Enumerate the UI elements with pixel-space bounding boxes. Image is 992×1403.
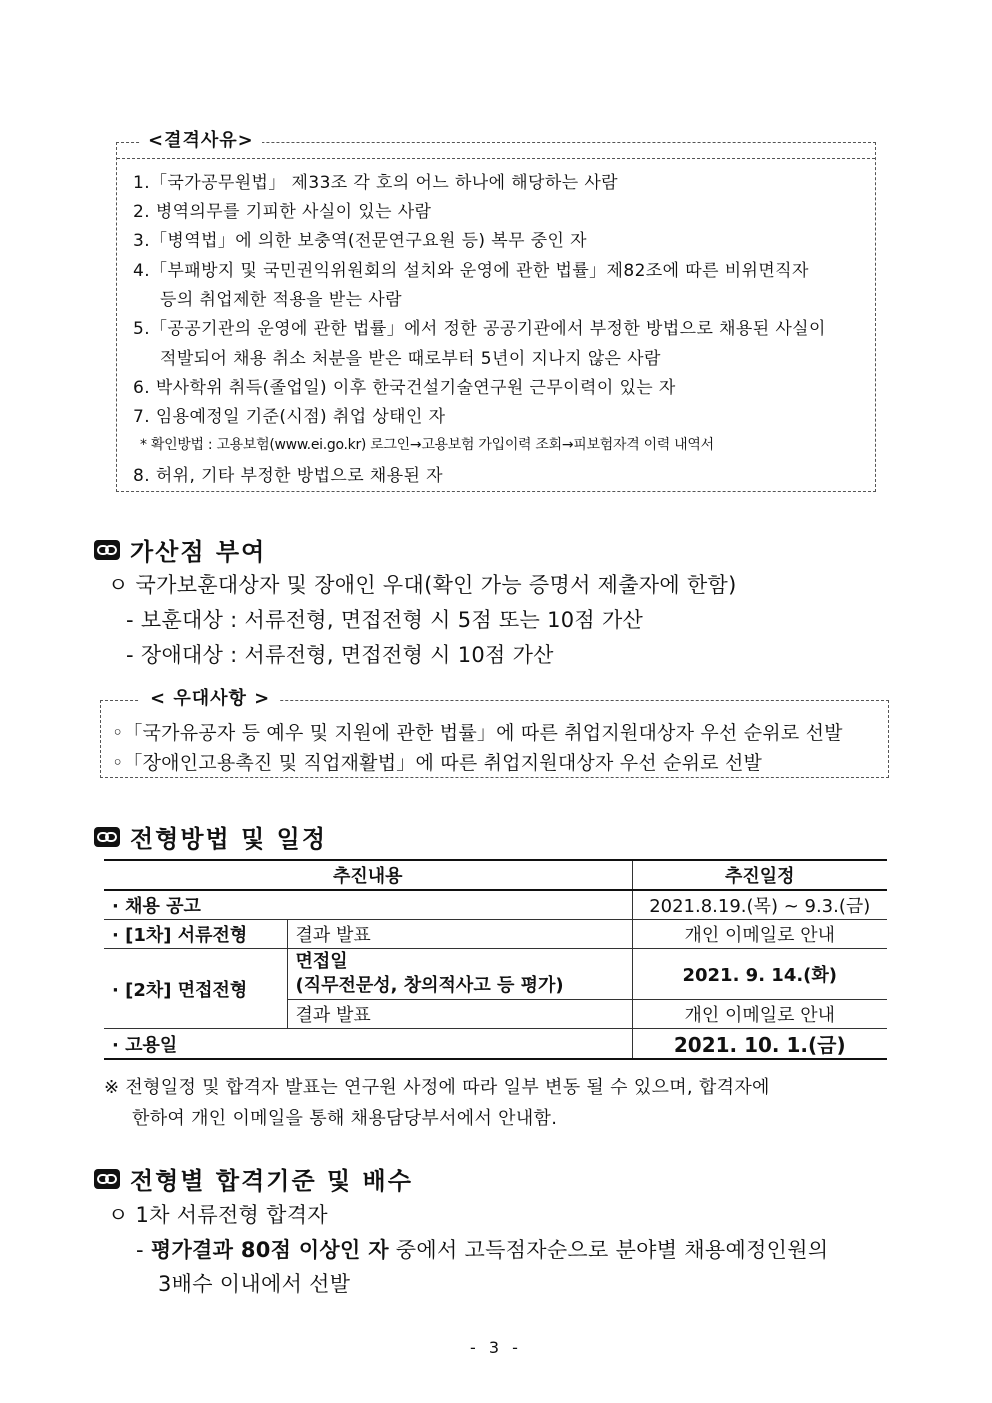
row-date: 개인 이메일로 안내 [632, 920, 887, 949]
row-label: · 채용 공고 [104, 890, 632, 920]
header-content: 추진내용 [104, 860, 632, 890]
bonus-main: ㅇ 국가보훈대상자 및 장애인 우대(확인 가능 증명서 제출자에 한함) [108, 573, 737, 597]
table-header-row [104, 860, 887, 890]
section-header-criteria [94, 1161, 413, 1196]
header-date: 추진일정 [632, 860, 887, 890]
dash: - [136, 1238, 151, 1262]
disqualification-title: <결격사유> [140, 126, 262, 152]
criteria-main: ㅇ 1차 서류전형 합격자 [108, 1203, 328, 1227]
row-date: 2021. 9. 14.(화) [632, 949, 887, 1000]
row-sub: 결과 발표 [287, 1000, 632, 1029]
section-header-bonus [94, 532, 266, 567]
table-row [104, 920, 887, 949]
row-date: 2021.8.19.(목) ~ 9.3.(금) [632, 890, 887, 920]
disqualification-item: 7. 임용예정일 기준(시점) 취업 상태인 자 [133, 407, 446, 427]
preference-item: ◦「국가유공자 등 예우 및 지원에 관한 법률」에 따른 취업지원대상자 우선 순위로 선발 [112, 722, 843, 744]
divider [117, 158, 875, 159]
row-label: · [2차] 면접전형 [104, 949, 287, 1029]
disqualification-item: 4.「부패방지 및 국민권익위원회의 설치와 운영에 관한 법률」제82조에 따른 비위면직자 [133, 261, 809, 281]
disqualification-item: 6. 박사학위 취득(졸업일) 이후 한국건설기술연구원 근무이력이 있는 자 [133, 378, 676, 398]
table-row [104, 890, 887, 920]
interview-criteria: (직무전문성, 창의적사고 등 평가) [295, 975, 564, 996]
bonus-sub-veterans: - 보훈대상 : 서류전형, 면접전형 시 5점 또는 10점 가산 [126, 608, 644, 632]
link-icon [94, 540, 120, 560]
preference-title: < 우대사항 > [140, 684, 280, 710]
verification-note: * 확인방법 : 고용보험(www.ei.go.kr) 로그인→고용보험 가입이력 조회→피보험자격 이력 내역서 [140, 437, 714, 453]
disqualification-item: 3.「병역법」에 의한 보충역(전문연구요원 등) 복무 중인 자 [133, 231, 587, 251]
table-row [104, 1029, 887, 1060]
section-title: 가산점 부여 [130, 538, 267, 566]
link-icon [94, 1169, 120, 1189]
preference-item: ◦「장애인고용촉진 및 직업재활법」에 따른 취업지원대상자 우선 순위로 선발 [112, 752, 763, 774]
schedule-note-continued: 한하여 개인 이메일을 통해 채용담당부서에서 안내함. [132, 1108, 558, 1129]
schedule-table [104, 859, 887, 1060]
criteria-sub-continued: 3배수 이내에서 선발 [158, 1272, 351, 1296]
bonus-sub-disability: - 장애대상 : 서류전형, 면접전형 시 10점 가산 [126, 643, 554, 667]
disqualification-item-continued: 적발되어 채용 취소 처분을 받은 때로부터 5년이 지나지 않은 사람 [160, 349, 661, 369]
row-date: 개인 이메일로 안내 [632, 1000, 887, 1029]
row-label: · 고용일 [104, 1029, 632, 1060]
interview-day-label: 면접일 [295, 951, 348, 972]
schedule-note: ※ 전형일정 및 합격자 발표는 연구원 사정에 따라 일부 변동 될 수 있으며, 합격자에 [104, 1077, 770, 1098]
disqualification-item: 1.「국가공무원법」 제33조 각 호의 어느 하나에 해당하는 사람 [133, 173, 618, 193]
disqualification-item: 2. 병역의무를 기피한 사실이 있는 사람 [133, 202, 432, 222]
criteria-rest: 중에서 고득점자순으로 분야별 채용예정인원의 [388, 1238, 829, 1262]
section-header-schedule [94, 819, 327, 854]
row-label: · [1차] 서류전형 [104, 920, 287, 949]
criteria-sub [136, 1234, 828, 1264]
section-title: 전형별 합격기준 및 배수 [130, 1167, 413, 1195]
row-sub: 결과 발표 [287, 920, 632, 949]
criteria-highlight: 평가결과 80점 이상인 자 [150, 1238, 389, 1262]
disqualification-item: 8. 허위, 기타 부정한 방법으로 채용된 자 [133, 466, 443, 486]
disqualification-item: 5.「공공기관의 운영에 관한 법률」에서 정한 공공기관에서 부정한 방법으로 채용된 사실이 [133, 319, 826, 339]
section-title: 전형방법 및 일정 [130, 825, 327, 853]
disqualification-item-continued: 등의 취업제한 적용을 받는 사람 [160, 290, 402, 310]
page-number: - 3 - [470, 1338, 522, 1357]
table-row [104, 949, 887, 1000]
row-sub [287, 949, 632, 1000]
link-icon [94, 827, 120, 847]
row-date: 2021. 10. 1.(금) [632, 1029, 887, 1060]
